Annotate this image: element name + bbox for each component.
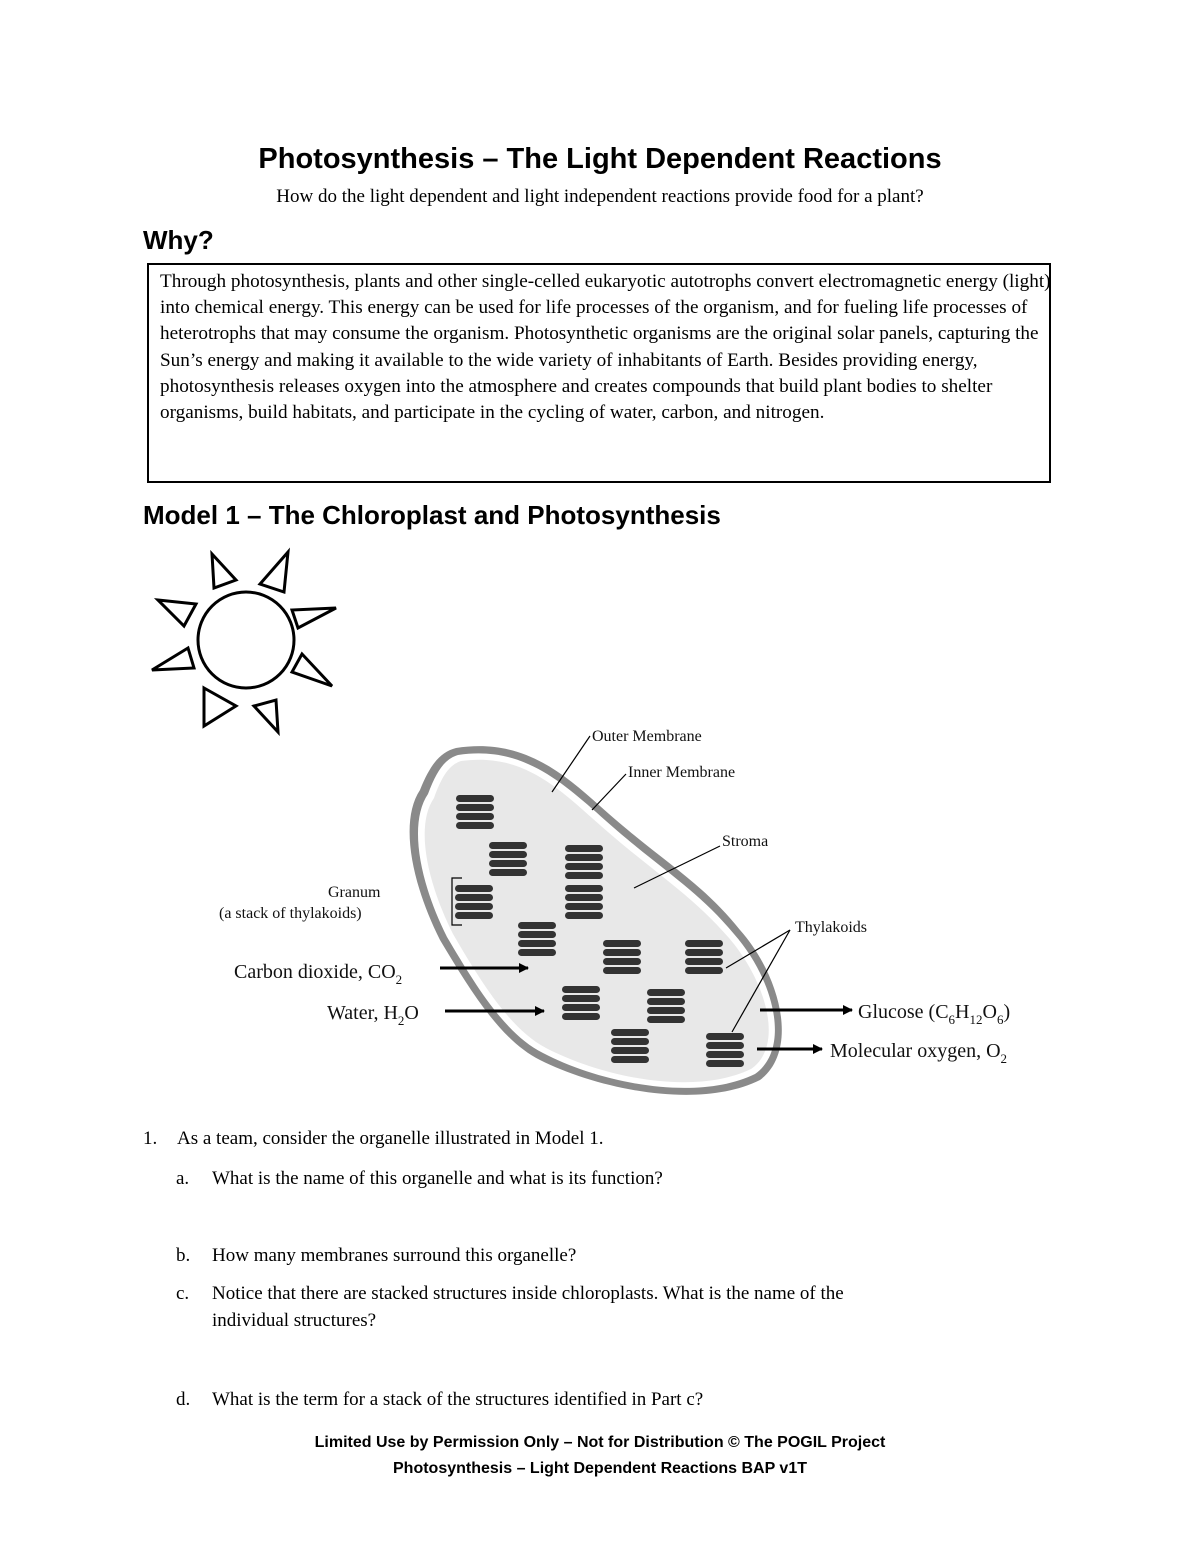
label-carbon-dioxide: Carbon dioxide, $CO_2$ [234,961,403,987]
model-heading: Model 1 – The Chloroplast and Photosynthesis [143,500,721,530]
footer-permission: Limited Use by Permission Only – Not for Distribution © The POGIL Project [314,1434,886,1451]
question-1b-letter: b. [176,1245,191,1266]
question-1c-letter: c. [176,1283,190,1304]
footer-document-id: Photosynthesis – Light Dependent Reactions BAP v1T [393,1460,807,1477]
page-subtitle: How do the light dependent and light independent reactions provide food for a plant? [276,186,924,207]
question-1a-letter: a. [176,1168,190,1189]
label-molecular-oxygen: Molecular oxygen, $O_2$ [830,1040,1008,1066]
question-1c-line-1: Notice that there are stacked structures inside chloroplasts. What is the name of the [212,1283,844,1304]
label-outer-membrane: Outer Membrane [592,728,702,745]
sun-icon [152,552,336,732]
why-paragraph: Through photosynthesis, plants and other single-celled eukaryotic autotrophs convert electromagnetic energy (light) into chemical energy. This energy can be used for life processes of the organism, and for fueling life processes of heterotrophs that may consume the organism. Photosynthetic organisms are the original solar panels, capturing the Sun’s energy and making it available to the wide variety of inhabitants of Earth. Besides providing energy, photosynthesis releases oxygen into the atmosphere and creates compounds that build plant bodies to shelter organisms, build habitats, and participate in the cycling of water, carbon, and nitrogen. [160,271,1051,424]
question-1d-text: What is the term for a stack of the structures identified in Part c? [212,1389,704,1410]
question-1-number: 1. [143,1128,158,1149]
question-1-text: As a team, consider the organelle illustrated in Model 1. [177,1128,604,1149]
label-glucose: Glucose $(C_6H_{12}O_6)$ [858,1001,1011,1027]
question-1d-letter: d. [176,1389,191,1410]
label-granum-note: (a stack of thylakoids) [219,905,362,922]
label-thylakoids: Thylakoids [795,919,867,936]
question-1b-text: How many membranes surround this organelle? [212,1245,577,1266]
label-stroma: Stroma [722,833,769,850]
label-granum: Granum [328,884,381,901]
question-1a-text: What is the name of this organelle and what is its function? [212,1168,663,1189]
label-inner-membrane: Inner Membrane [628,764,736,781]
label-water: Water, $H_2O$ [327,1002,419,1028]
question-1c-line-2: individual structures? [212,1310,377,1331]
why-heading: Why? [143,225,214,255]
page-title: Photosynthesis – The Light Dependent Reactions [258,143,942,175]
